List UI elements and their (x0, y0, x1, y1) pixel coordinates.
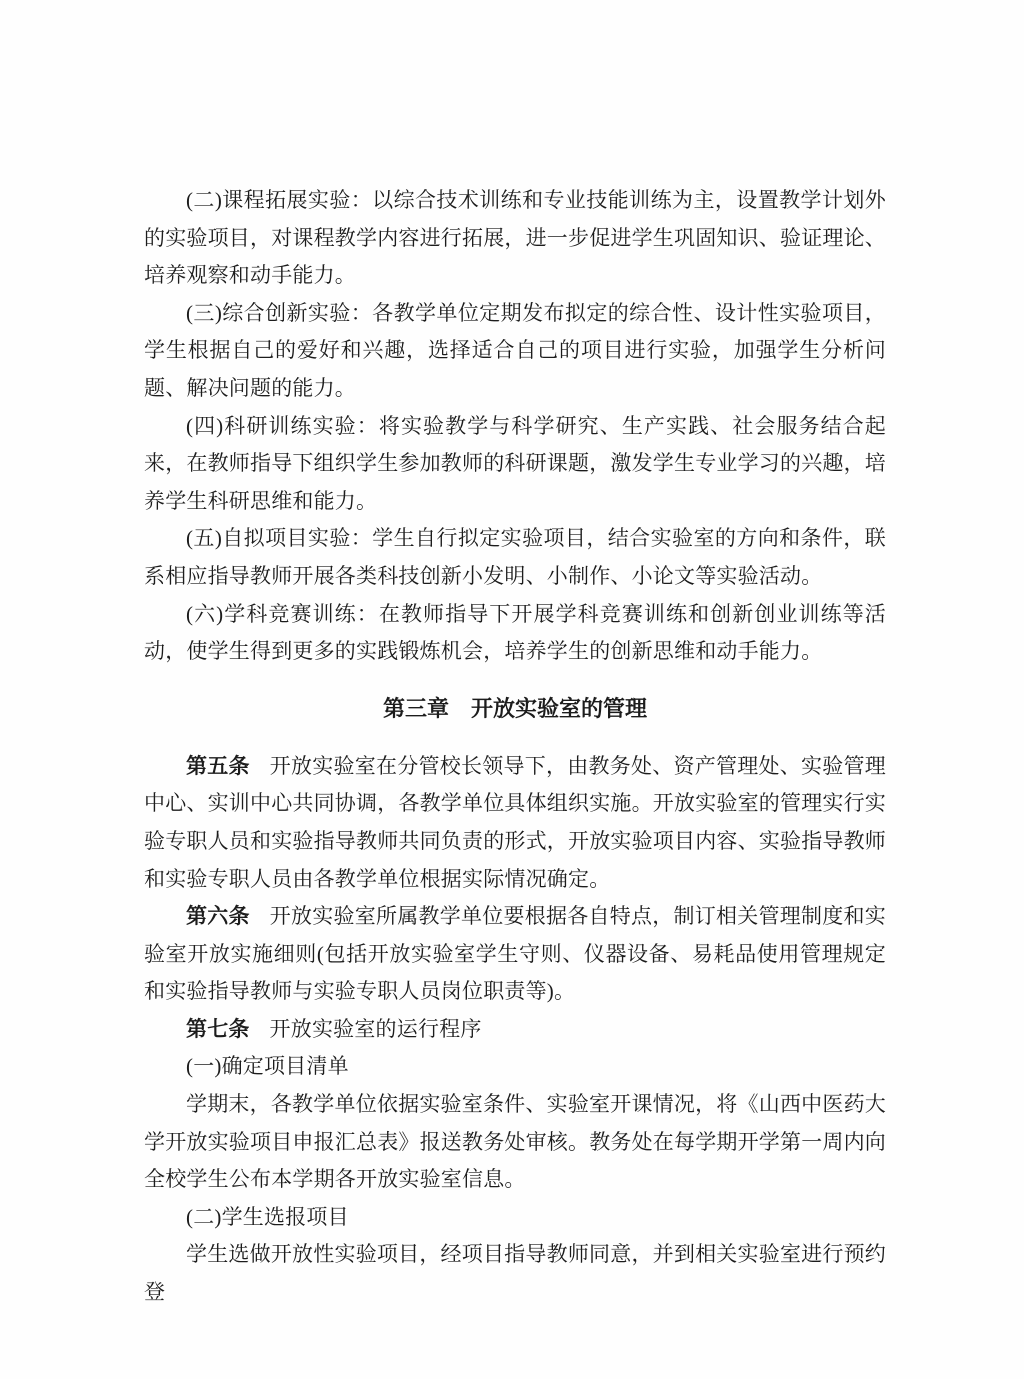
article-text-7: 开放实验室的运行程序 (269, 1016, 482, 1041)
subitem-paragraph-1: (一)确定项目清单 (186, 1054, 349, 1079)
body-paragraph-student-select: 学生选做开放性实验项目，经项目指导教师同意，并到相关实验室进行预约登 (144, 1242, 886, 1305)
article-text-6: 开放实验室所属教学单位要根据各自特点，制订相关管理制度和实验室开放实施细则(包括开放实验室学生守则、仪器设备、易耗品使用管理规定和实验指导教师与实验专职人员岗位职责等)。 (144, 904, 886, 1004)
clause-paragraph-6: (六)学科竞赛训练：在教师指导下开展学科竞赛训练和创新创业训练等活动，使学生得到更多的实践锻炼机会，培养学生的创新思维和动手能力。 (144, 601, 886, 664)
chapter-heading (144, 692, 886, 726)
page-body (144, 182, 886, 1312)
article-paragraph-6 (144, 898, 886, 1011)
article-number-6: 第六条 (186, 905, 250, 929)
subitem-paragraph-2: (二)学生选报项目 (186, 1204, 349, 1229)
body-paragraph-project-list: 学期末，各教学单位依据实验室条件、实验室开课情况，将《山西中医药大学开放实验项目申报汇总表》报送教务处审核。教务处在每学期开学第一周内向全校学生公布本学期各开放实验室信息。 (144, 1092, 886, 1192)
chapter-number: 第三章 (382, 695, 449, 721)
article-number-7: 第七条 (186, 1017, 250, 1041)
article-number-5: 第五条 (186, 754, 250, 778)
clause-paragraph-4: (四)科研训练实验：将实验教学与科学研究、生产实践、社会服务结合起来，在教师指导下组织学生参加教师的科研课题，激发学生专业学习的兴趣，培养学生科研思维和能力。 (144, 413, 886, 513)
clause-paragraph-5: (五)自拟项目实验：学生自行拟定实验项目，结合实验室的方向和条件，联系相应指导教师开展各类科技创新小发明、小制作、小论文等实验活动。 (144, 526, 886, 588)
article-paragraph-5 (144, 748, 886, 898)
chapter-title: 开放实验室的管理 (471, 695, 648, 721)
clause-paragraph-3: (三)综合创新实验：各教学单位定期发布拟定的综合性、设计性实验项目，学生根据自己的爱好和兴趣，选择适合自己的项目进行实验，加强学生分析问题、解决问题的能力。 (144, 300, 886, 400)
article-text-5: 开放实验室在分管校长领导下，由教务处、资产管理处、实验管理中心、实训中心共同协调，各教学单位具体组织实施。开放实验室的管理实行实验专职人员和实验指导教师共同负责的形式，开放实验项目内容、实验指导教师和实验专职人员由各教学单位根据实际情况确定。 (144, 753, 886, 891)
clause-paragraph-2: (二)课程拓展实验：以综合技术训练和专业技能训练为主，设置教学计划外的实验项目，对课程教学内容进行拓展，进一步促进学生巩固知识、验证理论、培养观察和动手能力。 (144, 188, 886, 288)
article-paragraph-7 (144, 1011, 886, 1049)
